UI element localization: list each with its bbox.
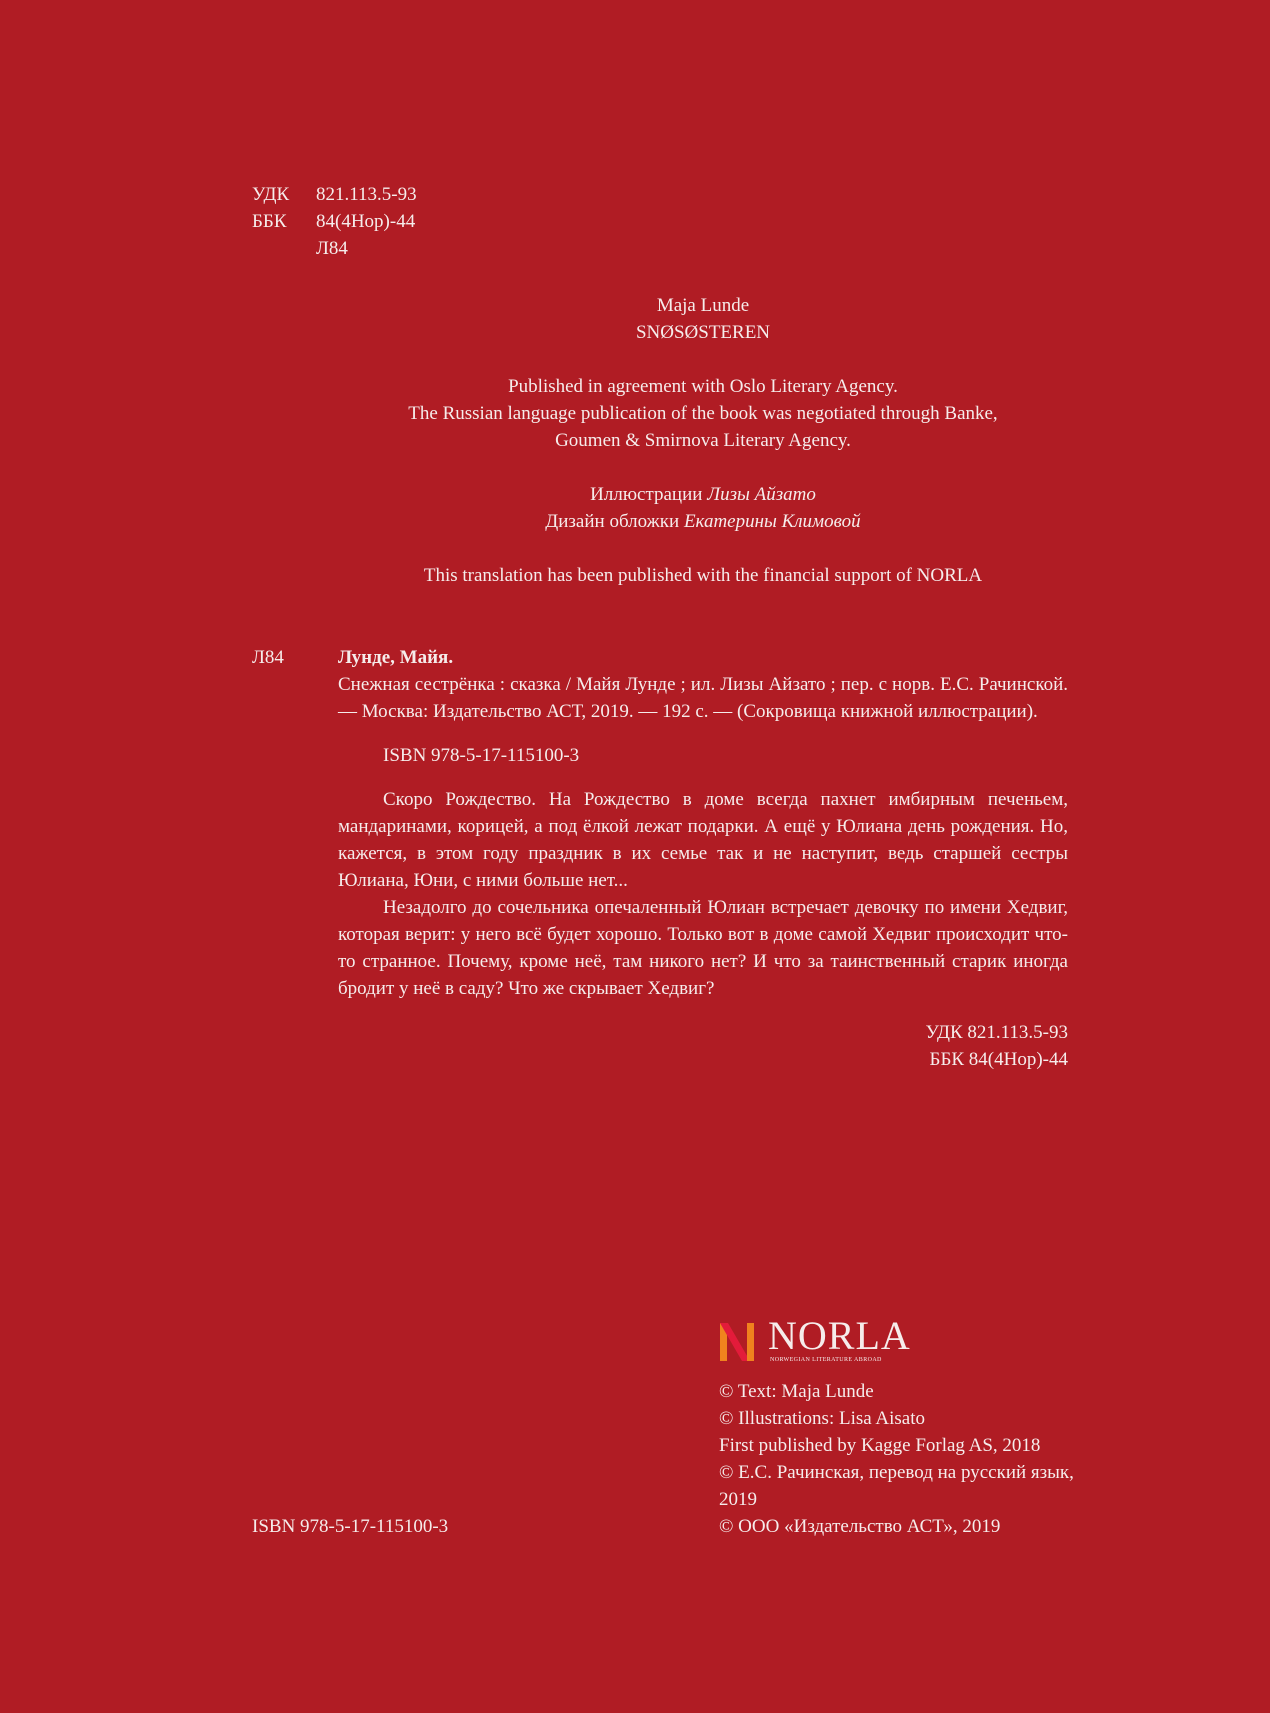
cover-designer-name: Екатерины Климовой bbox=[683, 511, 861, 532]
bib-bbk: ББК 84(4Нор)-44 bbox=[929, 1049, 1068, 1070]
bib-description: Снежная сестрёнка : сказка / Майя Лунде ; ил. Лизы Айзато ; пер. с норв. Е.С. Рачинской. — Москва: Издательство АСТ, 2019. — 192 с. — (Сокровища книжной иллюстрации). bbox=[338, 674, 1068, 722]
support-note: This translation has been published with the financial support of NORLA bbox=[423, 565, 983, 586]
copyright-line: © Illustrations: Lisa Aisato bbox=[719, 1408, 926, 1429]
bbk-row bbox=[252, 208, 417, 235]
bib-body bbox=[338, 644, 1068, 1073]
norla-logo bbox=[718, 1313, 918, 1366]
copyright-line: First published by Kagge Forlag AS, 2018 bbox=[719, 1435, 1041, 1456]
agreement-line: Published in agreement with Oslo Literary Agency. bbox=[508, 376, 898, 397]
original-title: SNØSØSTEREN bbox=[635, 322, 771, 343]
norla-n-mark-icon bbox=[718, 1321, 762, 1365]
annotation bbox=[338, 786, 1068, 1002]
bbk-value: 84(4Нор)-44 bbox=[316, 211, 416, 232]
classification-block bbox=[252, 181, 417, 262]
illustrator-name: Лизы Айзато bbox=[707, 484, 816, 505]
credits-block bbox=[370, 481, 1036, 535]
copyright-block bbox=[719, 1378, 1079, 1540]
norla-tagline: NORWEGIAN LITERATURE ABROAD bbox=[770, 1357, 882, 1363]
annotation-paragraph: Незадолго до сочельника опечаленный Юлиан встречает девочку по имени Хедвиг, которая верит: у него всё будет хорошо. Только вот в доме самой Хедвиг происходит что-то странное. Почему, кроме неё, там никого нет? И что за таинственный старик иногда бродит у неё в саду? Что же скрывает Хедвиг? bbox=[338, 897, 1068, 999]
author-mark-label bbox=[252, 235, 316, 262]
udk-value: 821.113.5-93 bbox=[316, 184, 417, 205]
cover-label: Дизайн обложки bbox=[545, 511, 680, 532]
illustrations-credit bbox=[370, 481, 1036, 508]
cover-credit bbox=[370, 508, 1036, 535]
original-edition bbox=[370, 292, 1036, 346]
agreement-line: Goumen & Smirnova Literary Agency. bbox=[555, 430, 851, 451]
udk-row bbox=[252, 181, 417, 208]
copyright-line: © Text: Maja Lunde bbox=[719, 1381, 874, 1402]
copyright-line: © ООО «Издательство АСТ», 2019 bbox=[719, 1516, 1001, 1537]
annotation-paragraph: Скоро Рождество. На Рождество в доме всегда пахнет имбирным печеньем, мандаринами, корицей, а под ёлкой лежат подарки. А ещё у Юлиана день рождения. Но, кажется, в этом году праздник в их семье так и не наступит, ведь старшей сестры Юлиана, Юни, с ними больше нет... bbox=[338, 789, 1068, 891]
copyright-line: © Е.С. Рачинская, перевод на русский язык, 2019 bbox=[719, 1462, 1074, 1510]
agreement-line: The Russian language publication of the book was negotiated through Banke, bbox=[408, 403, 998, 424]
bib-isbn: ISBN 978-5-17-115100-3 bbox=[383, 745, 580, 766]
author-mark-value: Л84 bbox=[316, 238, 348, 259]
udk-label: УДК bbox=[252, 184, 290, 205]
bib-author-mark: Л84 bbox=[252, 647, 284, 668]
illustrations-label: Иллюстрации bbox=[590, 484, 703, 505]
bib-heading: Лунде, Майя. bbox=[338, 647, 454, 668]
bbk-label: ББК bbox=[252, 211, 287, 232]
isbn-bottom: ISBN 978-5-17-115100-3 bbox=[252, 1516, 449, 1537]
bib-udk: УДК 821.113.5-93 bbox=[925, 1022, 1068, 1043]
norla-wordmark: NORLA bbox=[768, 1313, 911, 1358]
agreement-block bbox=[370, 373, 1036, 454]
original-author: Maja Lunde bbox=[656, 295, 750, 316]
author-mark-row bbox=[252, 235, 417, 262]
bib-classification bbox=[338, 1019, 1068, 1073]
